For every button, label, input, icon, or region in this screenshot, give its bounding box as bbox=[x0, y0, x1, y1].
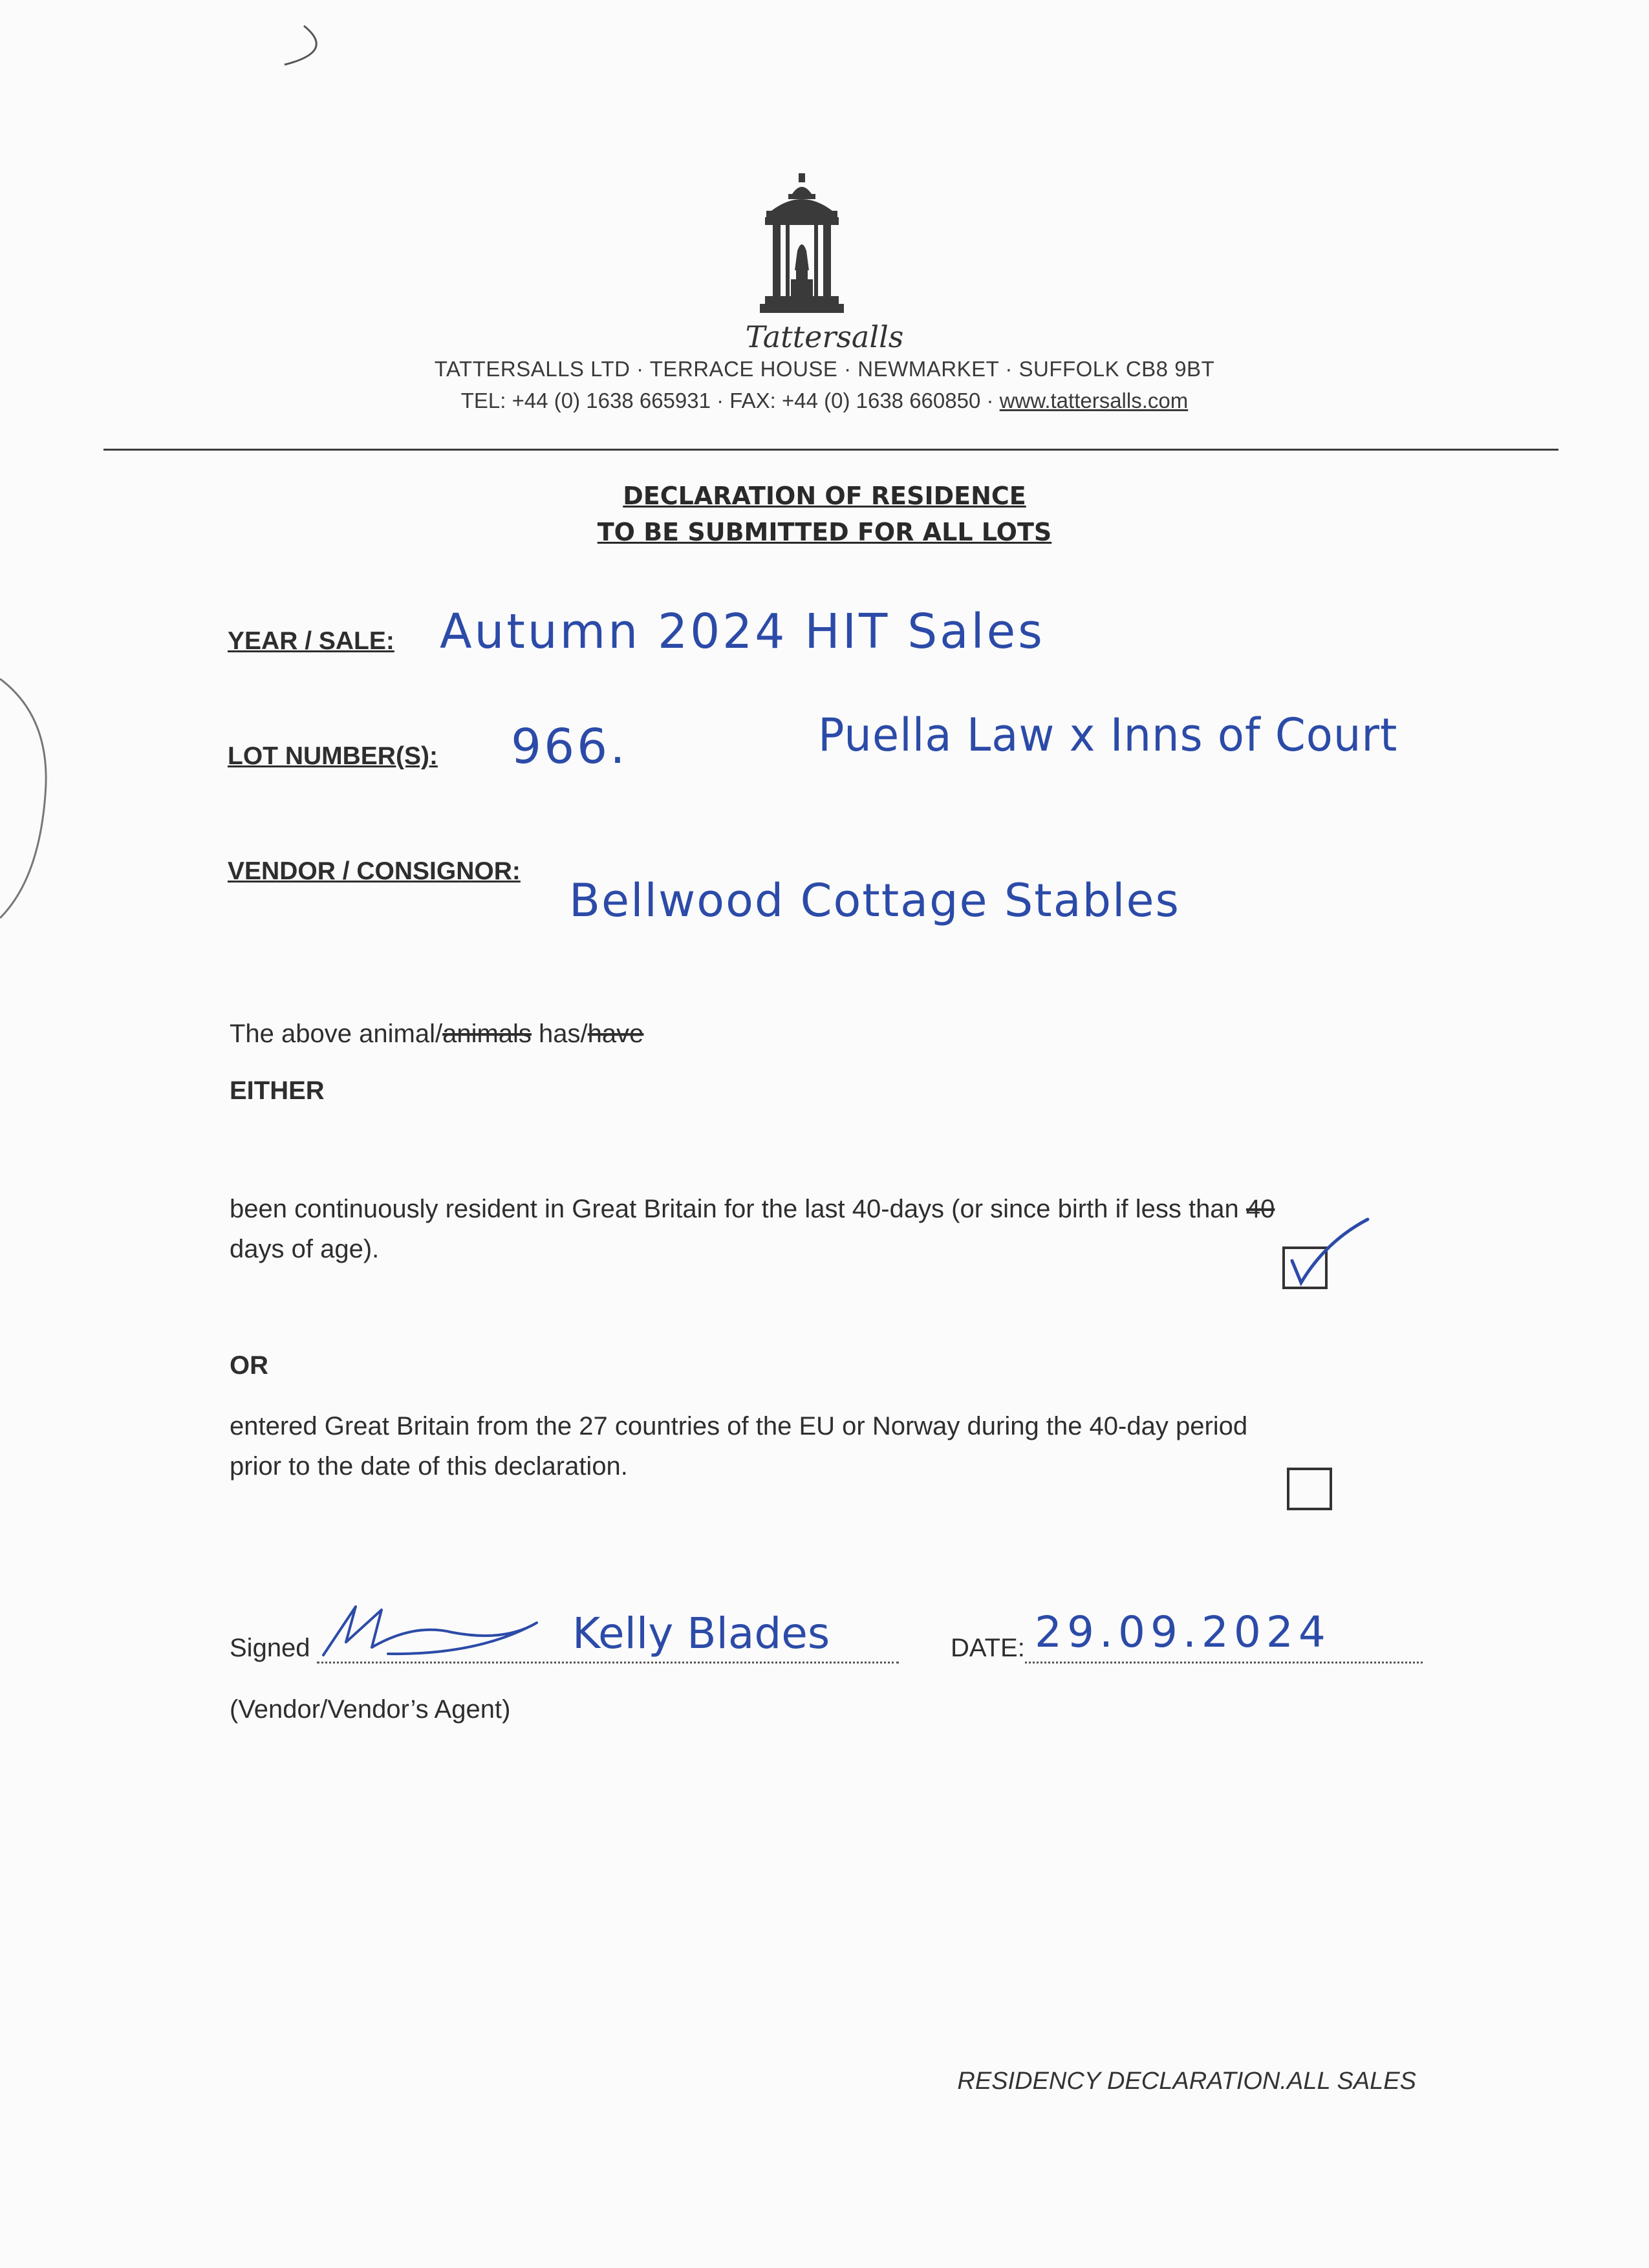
struck-number-40: 40 bbox=[1245, 1195, 1275, 1223]
year-sale-field[interactable]: Autumn 2024 HIT Sales bbox=[440, 604, 1045, 659]
website-link[interactable]: www.tattersalls.com bbox=[999, 389, 1189, 412]
vendor-agent-caption: (Vendor/Vendor’s Agent) bbox=[230, 1695, 511, 1724]
tattersalls-rotunda-logo bbox=[760, 173, 844, 322]
or-label: OR bbox=[230, 1351, 268, 1380]
signer-name[interactable]: Kelly Blades bbox=[572, 1609, 830, 1658]
vendor-consignor-field[interactable]: Bellwood Cottage Stables bbox=[569, 874, 1181, 927]
animal-statement bbox=[230, 1014, 643, 1054]
either-label: EITHER bbox=[230, 1076, 325, 1105]
date-line bbox=[1025, 1662, 1423, 1664]
form-footer-name: RESIDENCY DECLARATION.ALL SALES bbox=[957, 2068, 1416, 2095]
date-label: DATE: bbox=[951, 1634, 1025, 1662]
signature-scribble bbox=[310, 1597, 556, 1668]
company-address: TATTERSALLS LTD · TERRACE HOUSE · NEWMARKET · SUFFOLK CB8 9BT bbox=[434, 357, 1215, 381]
option-1-line-1: been continuously resident in Great Britain for the last 40-days (or since birth if less than bbox=[230, 1195, 1246, 1223]
signed-label: Signed bbox=[230, 1634, 310, 1662]
option-2-line-1: entered Great Britain from the 27 countries of the EU or Norway during the 40-day period bbox=[230, 1412, 1248, 1440]
statement-intro: The above animal/ bbox=[230, 1020, 443, 1048]
option-2-line-2: prior to the date of this declaration. bbox=[230, 1452, 628, 1481]
date-field[interactable]: 29.09.2024 bbox=[1035, 1607, 1331, 1657]
contact-phone-fax: TEL: +44 (0) 1638 665931 · FAX: +44 (0) 1638 660850 · bbox=[460, 389, 1000, 412]
statement-has: has/ bbox=[531, 1020, 588, 1048]
option-1-line-2: days of age). bbox=[230, 1235, 380, 1263]
lot-numbers-label: LOT NUMBER(S): bbox=[228, 742, 438, 770]
option-2-checkbox[interactable] bbox=[1287, 1468, 1332, 1510]
struck-word-animals: animals bbox=[442, 1020, 532, 1048]
struck-word-have: have bbox=[587, 1020, 644, 1048]
lot-breeding-field[interactable]: Puella Law x Inns of Court bbox=[818, 709, 1398, 762]
option-2-text bbox=[230, 1406, 1247, 1486]
lot-number-field[interactable]: 966. bbox=[511, 719, 628, 775]
brand-name: Tattersalls bbox=[745, 319, 904, 354]
company-contact bbox=[194, 389, 1455, 413]
year-sale-label: YEAR / SALE: bbox=[228, 627, 394, 655]
header-divider bbox=[103, 449, 1558, 451]
form-title: DECLARATION OF RESIDENCE bbox=[623, 482, 1026, 510]
vendor-consignor-label: VENDOR / CONSIGNOR: bbox=[228, 857, 521, 885]
option-1-check-icon bbox=[1287, 1215, 1371, 1293]
form-subtitle: TO BE SUBMITTED FOR ALL LOTS bbox=[597, 518, 1052, 546]
